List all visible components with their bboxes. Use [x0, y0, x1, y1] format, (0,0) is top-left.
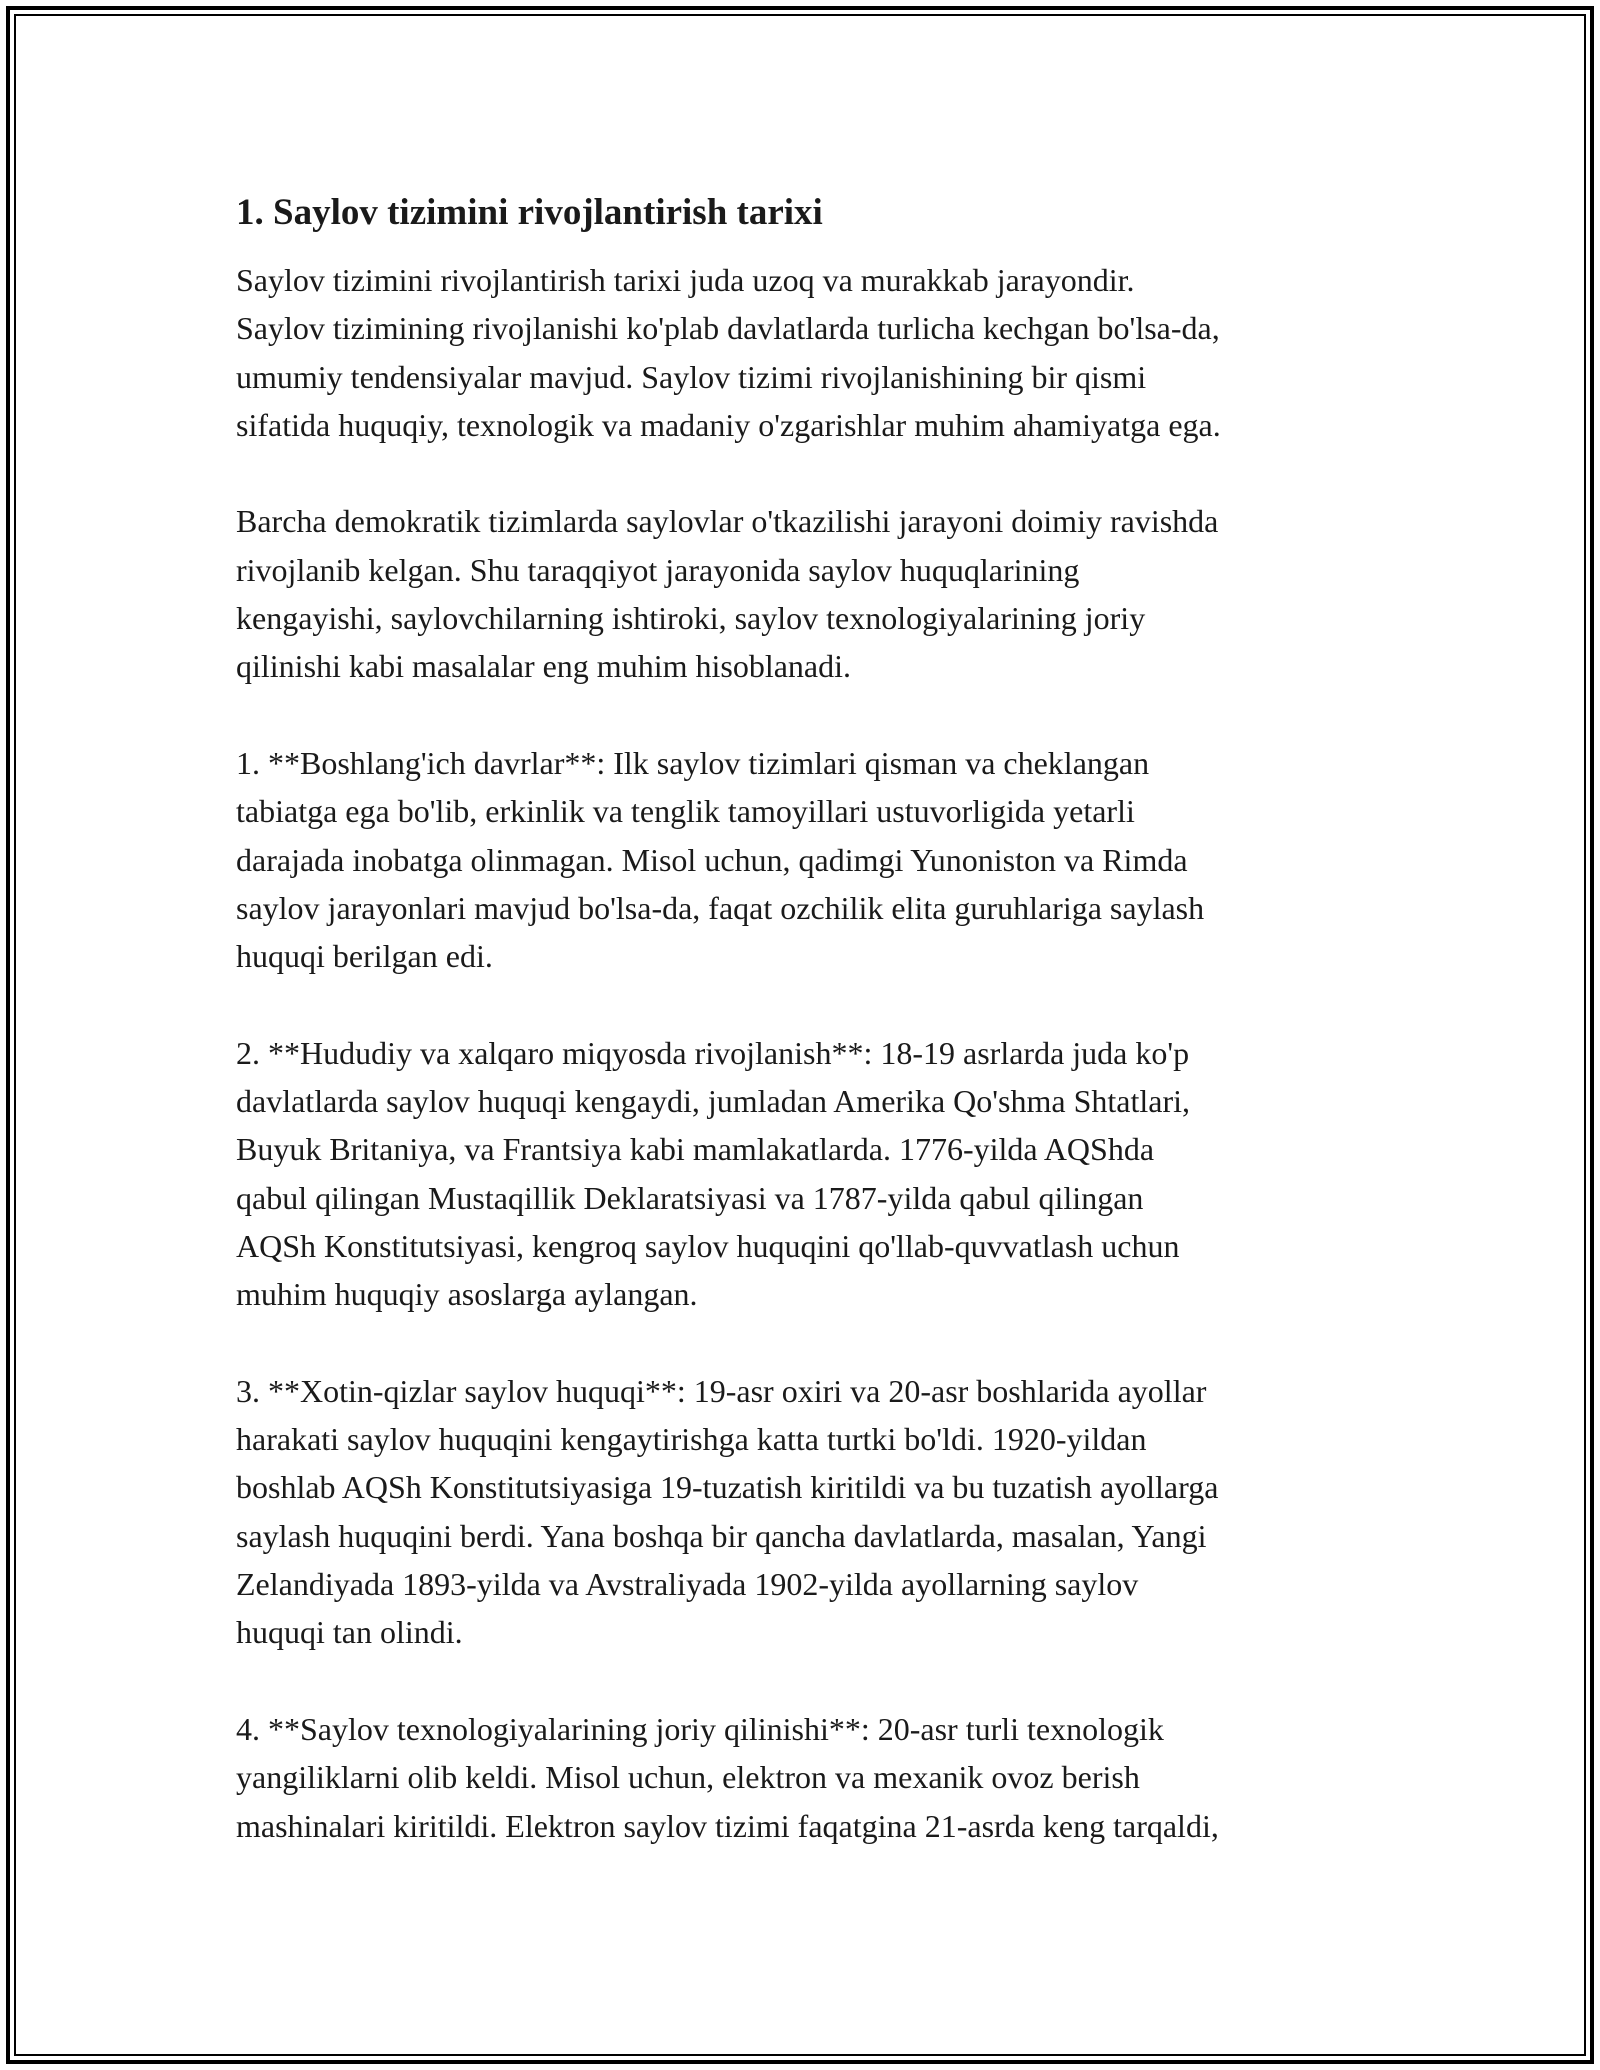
text-line: saylash huquqini berdi. Yana boshqa bir qancha davlatlarda, masalan, Yangi: [236, 1517, 1207, 1554]
text-line: AQSh Konstitutsiyasi, kengroq saylov huquqini qo'llab-quvvatlash uchun: [236, 1227, 1180, 1264]
text-line: umumiy tendensiyalar mavjud. Saylov tizimi rivojlanishining bir qismi: [236, 358, 1147, 395]
text-line: rivojlanib kelgan. Shu taraqqiyot jarayonida saylov huquqlarining: [236, 551, 1080, 588]
text-line: davlatlarda saylov huquqi kengaydi, jumladan Amerika Qo'shma Shtatlari,: [236, 1083, 1190, 1120]
text-line: Saylov tizimining rivojlanishi ko'plab davlatlarda turlicha kechgan bo'lsa-da,: [236, 310, 1220, 347]
document-title: 1. Saylov tizimini rivojlantirish tarixi: [236, 192, 823, 233]
text-line: huquqi tan olindi.: [236, 1614, 463, 1651]
text-line: 1. **Boshlang'ich davrlar**: Ilk saylov tizimlari qisman va cheklangan: [236, 744, 1150, 781]
text-line: huquqi berilgan edi.: [236, 938, 493, 975]
text-line: muhim huquqiy asoslarga aylangan.: [236, 1276, 698, 1313]
text-line: harakati saylov huquqini kengaytirishga katta turtki bo'ldi. 1920-yildan: [236, 1421, 1147, 1458]
text-line: yangiliklarni olib keldi. Misol uchun, elektron va mexanik ovoz berish: [236, 1759, 1140, 1796]
text-line: tabiatga ega bo'lib, erkinlik va tenglik tamoyillari ustuvorligida yetarli: [236, 793, 1135, 830]
text-line: sifatida huquqiy, texnologik va madaniy o'zgarishlar muhim ahamiyatga ega.: [236, 406, 1221, 443]
paragraph-item-3: [236, 1367, 1376, 1657]
text-line: darajada inobatga olinmagan. Misol uchun, qadimgi Yunoniston va Rimda: [236, 841, 1188, 878]
paragraph-democratic-systems: [236, 497, 1376, 690]
paragraph-item-2: [236, 1029, 1376, 1319]
text-line: saylov jarayonlari mavjud bo'lsa-da, faqat ozchilik elita guruhlariga saylash: [236, 889, 1205, 926]
text-line: qabul qilingan Mustaqillik Deklaratsiyasi va 1787-yilda qabul qilingan: [236, 1179, 1144, 1216]
text-line: Zelandiyada 1893-yilda va Avstraliyada 1902-yilda ayollarning saylov: [236, 1566, 1139, 1603]
text-line: 3. **Xotin-qizlar saylov huquqi**: 19-asr oxiri va 20-asr boshlarida ayollar: [236, 1372, 1207, 1409]
document-body: [236, 186, 1376, 1898]
text-line: Barcha demokratik tizimlarda saylovlar o'tkazilishi jarayoni doimiy ravishda: [236, 503, 1219, 540]
text-line: mashinalari kiritildi. Elektron saylov tizimi faqatgina 21-asrda keng tarqaldi,: [236, 1807, 1219, 1844]
text-line: Buyuk Britaniya, va Frantsiya kabi mamlakatlarda. 1776-yilda AQShda: [236, 1131, 1155, 1168]
text-line: Saylov tizimini rivojlantirish tarixi juda uzoq va murakkab jarayondir.: [236, 262, 1135, 298]
text-line: 2. **Hududiy va xalqaro miqyosda rivojlanish**: 18-19 asrlarda juda ko'p: [236, 1034, 1190, 1071]
text-line: boshlab AQSh Konstitutsiyasiga 19-tuzatish kiritildi va bu tuzatish ayollarga: [236, 1469, 1219, 1506]
paragraph-item-1: [236, 739, 1376, 980]
text-line: 4. **Saylov texnologiyalarining joriy qilinishi**: 20-asr turli texnologik: [236, 1710, 1164, 1747]
paragraph-item-4: [236, 1705, 1376, 1850]
text-line: kengayishi, saylovchilarning ishtiroki, saylov texnologiyalarining joriy: [236, 600, 1146, 637]
paragraph-intro: [236, 256, 1376, 449]
text-line: qilinishi kabi masalalar eng muhim hisoblanadi.: [236, 648, 851, 685]
